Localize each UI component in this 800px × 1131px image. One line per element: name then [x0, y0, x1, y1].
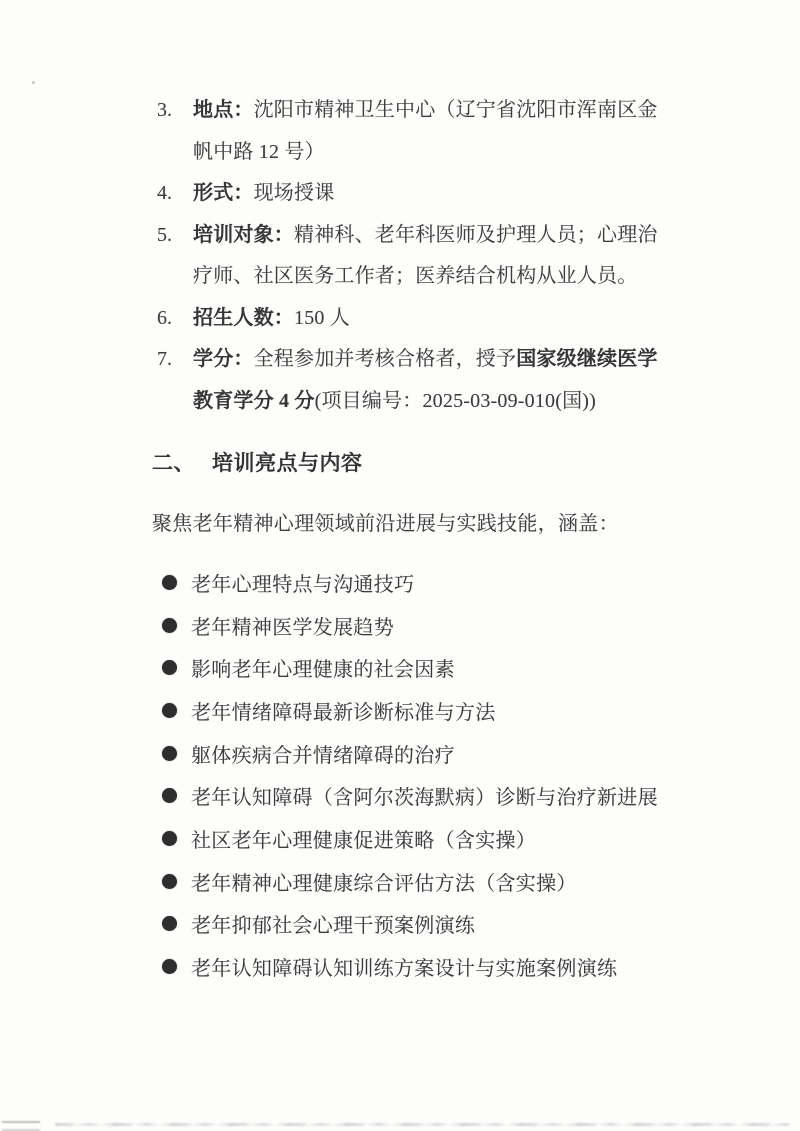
bullet-item	[0, 604, 800, 647]
text-segment: 精神科、老年科医师及护理人员；心理治疗师、社区医务工作者；医养结合机构从业人员。	[193, 223, 658, 287]
list-item	[0, 339, 800, 422]
item-text	[193, 215, 677, 298]
text-segment: 全程参加并考核合格者，授予	[253, 348, 517, 370]
bullet-item	[0, 732, 800, 775]
text-segment: 培训对象：	[193, 223, 294, 246]
item-number: 3.	[157, 99, 172, 121]
text-segment: 现场授课	[253, 182, 335, 204]
heading-title: 培训亮点与内容	[212, 451, 363, 475]
bullet-icon	[162, 660, 177, 675]
list-item	[0, 298, 800, 340]
numbered-list	[0, 90, 800, 422]
text-segment: 学分：	[193, 348, 254, 370]
bullet-text: 老年情绪障碍最新诊断标准与方法	[191, 701, 496, 724]
bullet-icon	[162, 874, 177, 889]
text-segment: 招生人数：	[193, 306, 294, 329]
list-item	[0, 173, 800, 215]
bullet-item	[0, 774, 800, 817]
bullet-item	[0, 860, 800, 903]
list-item	[0, 215, 800, 298]
bullet-icon	[162, 703, 177, 718]
bullet-item	[0, 561, 800, 604]
section-heading	[152, 442, 363, 484]
item-text	[193, 339, 677, 422]
bullet-text: 老年抑郁社会心理干预案例演练	[191, 915, 476, 938]
bullet-icon	[162, 618, 177, 633]
bullet-item	[0, 945, 800, 988]
text-segment: 地点：	[193, 99, 254, 121]
bullet-icon	[162, 575, 177, 590]
scan-noise-line	[55, 1123, 790, 1126]
item-text	[193, 298, 677, 340]
bullet-icon	[162, 959, 177, 974]
bullet-icon	[162, 746, 177, 761]
bullet-item	[0, 646, 800, 689]
bullet-text: 老年心理特点与沟通技巧	[191, 573, 415, 596]
bullet-icon	[162, 788, 177, 803]
bullet-text: 老年认知障碍认知训练方案设计与实施案例演练	[191, 958, 618, 981]
bullet-icon	[162, 831, 177, 846]
bullet-text: 躯体疾病合并情绪障碍的治疗	[191, 744, 455, 767]
bullet-text: 老年精神医学发展趋势	[191, 616, 394, 639]
item-number: 5.	[157, 223, 172, 246]
item-text	[193, 90, 677, 173]
text-segment: 150 人	[294, 306, 350, 329]
bullet-icon	[162, 916, 177, 931]
text-segment: 国家级继续医学教育学分 4 分	[193, 348, 658, 412]
text-segment: (项目编号：2025-03-09-010(国))	[314, 389, 597, 412]
scan-noise-mark	[2, 1121, 40, 1131]
bullet-text: 社区老年心理健康促进策略（含实操）	[191, 829, 537, 852]
bullet-item	[0, 903, 800, 946]
intro-paragraph: 聚焦老年精神心理领域前沿进展与实践技能，涵盖：	[152, 513, 619, 535]
text-segment: 形式：	[193, 182, 254, 204]
bullet-item	[0, 689, 800, 732]
list-item	[0, 90, 800, 173]
bullet-list	[0, 561, 800, 988]
bullet-text: 老年认知障碍（含阿尔茨海默病）诊断与治疗新进展	[191, 787, 658, 810]
scan-speck	[32, 81, 35, 84]
bullet-text: 影响老年心理健康的社会因素	[191, 659, 455, 682]
item-text	[193, 173, 677, 215]
item-number: 7.	[157, 348, 172, 370]
text-segment: 沈阳市精神卫生中心（辽宁省沈阳市浑南区金帆中路 12 号）	[193, 99, 658, 163]
bullet-text: 老年精神心理健康综合评估方法（含实操）	[191, 872, 577, 895]
item-number: 6.	[157, 306, 172, 329]
item-number: 4.	[157, 182, 172, 204]
bullet-item	[0, 817, 800, 860]
heading-number: 二、	[152, 451, 195, 475]
